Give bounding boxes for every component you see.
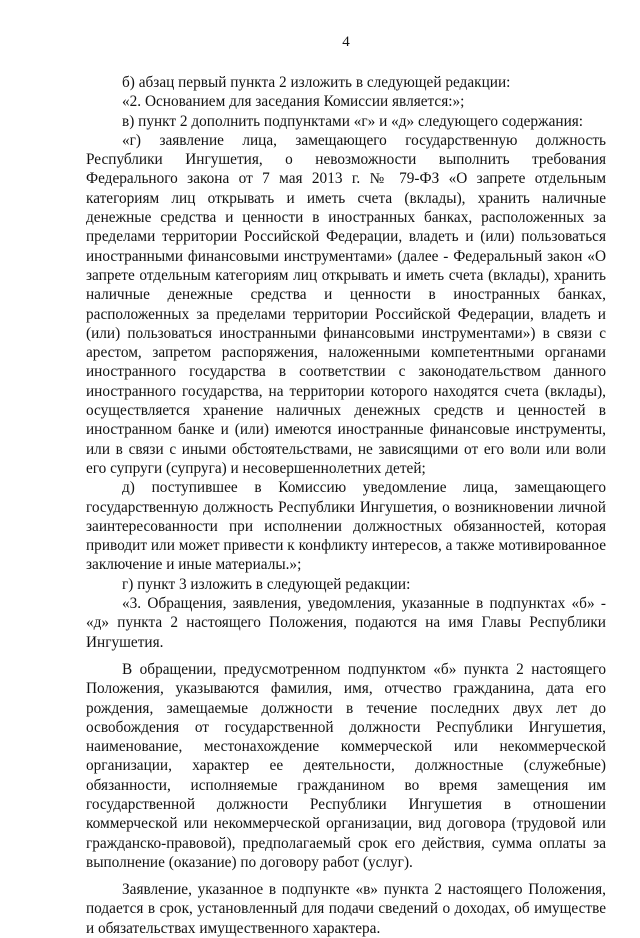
subparagraph-g: «г) заявление лица, замещающего государственную должность Республики Ингушетия, о невозможности выполнить требования Федерального закона от 7 мая 2013 г. № 79-ФЗ «О запрете отдельным категориям лиц открывать и иметь счета (вклады), хранить наличные денежные средства и ценности в иностранных банках, расположенных за пределами территории Российской Федерации, владеть и (или) пользоваться иностранными финансовыми инструментами» (далее - Федеральный закон «О запрете отдельным категориям лиц открывать и иметь счета (вклады), хранить наличные денежные средства и ценности в иностранных банках, расположенных за пределами территории Российской Федерации, владеть и (или) пользоваться иностранными финансовыми инструментами») в связи с арестом, запретом распоряжения, наложенными компетентными органами иностранного государства в соответствии с законодательством данного иностранного государства, на территории которого находятся счета (вклады), осуществляется хранение наличных денежных средств и ценностей в иностранном банке и (или) имеются иностранные финансовые инструменты, или в связи с иными обстоятельствами, не зависящими от его воли или воли его супруги (супруга) и несовершеннолетних детей; xyxy=(86,131,606,477)
appeal-content-paragraph: В обращении, предусмотренном подпунктом «б» пункта 2 настоящего Положения, указываются фамилия, имя, отчество гражданина, дата его рождения, замещаемые должности в течение последних двух лет до освобождения от государственной должности Республики Ингушетия, наименование, местонахождение коммерческой или некоммерческой организации, характер ее деятельности, должностные (служебные) обязанности, исполняемые гражданином во время замещения им государственной должности Республики Ингушетия в отношении коммерческой или некоммерческой организации, вид договора (трудовой или гражданско-правовой), предполагаемый срок его действия, сумма оплаты за выполнение (оказание) по договору работ (услуг). xyxy=(86,660,606,871)
page-number: 4 xyxy=(342,34,350,50)
paragraph-b-text: «2. Основанием для заседания Комиссии является:»; xyxy=(122,93,465,111)
subparagraph-d: д) поступившее в Комиссию уведомление лица, замещающего государственную должность Республики Ингушетия, о возникновении личной заинтересованности при исполнении должностных обязанностей, которая приводит или может привести к конфликту интересов, а также мотивированное заключение и иные материалы.»; xyxy=(86,479,606,574)
paragraph-b: б) абзац первый пункта 2 изложить в следующей редакции: xyxy=(122,74,511,91)
item-3-text: «3. Обращения, заявления, уведомления, указанные в подпунктах «б» - «д» пункта 2 настоящего Положения, подаются на имя Главы Республики Ингушетия. xyxy=(86,595,606,651)
paragraph-v: в) пункт 2 дополнить подпунктами «г» и «д» следующего содержания: xyxy=(122,112,584,130)
statement-deadline-paragraph: Заявление, указанное в подпункте «в» пункта 2 настоящего Положения, подается в срок, установленный для подачи сведений о доходах, об имуществе и обязательствах имущественного характера. xyxy=(86,881,606,937)
paragraph-g: г) пункт 3 изложить в следующей редакции: xyxy=(122,575,411,593)
